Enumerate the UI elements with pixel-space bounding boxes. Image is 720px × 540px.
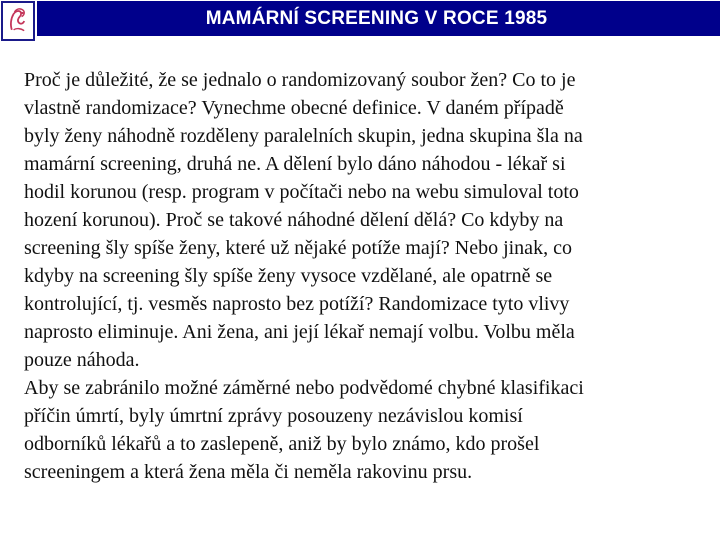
text-line: screening šly spíše ženy, které už nějaké potíže mají? Nebo jinak, co [24, 237, 572, 259]
text-line: Aby se zabránilo možné záměrné nebo podvědomé chybné klasifikaci [24, 377, 584, 399]
title-bar [37, 1, 720, 36]
body-text [24, 66, 714, 486]
text-line: kontrolující, tj. vesměs naprosto bez potíží? Randomizace tyto vlivy [24, 293, 570, 315]
text-line: pouze náhoda. [24, 349, 140, 371]
text-line: příčin úmrtí, byly úmrtní zprávy posouzeny nezávislou komisí [24, 405, 523, 427]
page-title: MAMÁRNÍ SCREENING V ROCE 1985 [205, 7, 548, 29]
text-line: vlastně randomizace? Vynechme obecné definice. V daném případě [24, 97, 564, 119]
text-line: hodil korunou (resp. program v počítači nebo na webu simuloval toto [24, 181, 579, 203]
text-line: byly ženy náhodně rozděleny paralelních skupin, jedna skupina šla na [24, 125, 583, 147]
text-line: naprosto eliminuje. Ani žena, ani její lékař nemají volbu. Volbu měla [24, 321, 575, 343]
paragraph-blinded-review [24, 374, 714, 486]
text-line: odborníků lékařů a to zaslepeně, aniž by bylo známo, kdo prošel [24, 433, 540, 455]
text-line: kdyby na screening šly spíše ženy vysoce vzdělané, ale opatrně se [24, 265, 553, 287]
text-line: screeningem a která žena měla či neměla rakovinu prsu. [24, 461, 473, 483]
seal-logo-icon [1, 1, 35, 41]
text-line: Proč je důležité, že se jednalo o randomizovaný soubor žen? Co to je [24, 69, 576, 91]
text-line: hození korunou). Proč se takové náhodné dělení dělá? Co kdyby na [24, 209, 564, 231]
text-line: mamární screening, druhá ne. A dělení bylo dáno náhodou - lékař si [24, 153, 566, 175]
paragraph-randomization [24, 66, 714, 374]
